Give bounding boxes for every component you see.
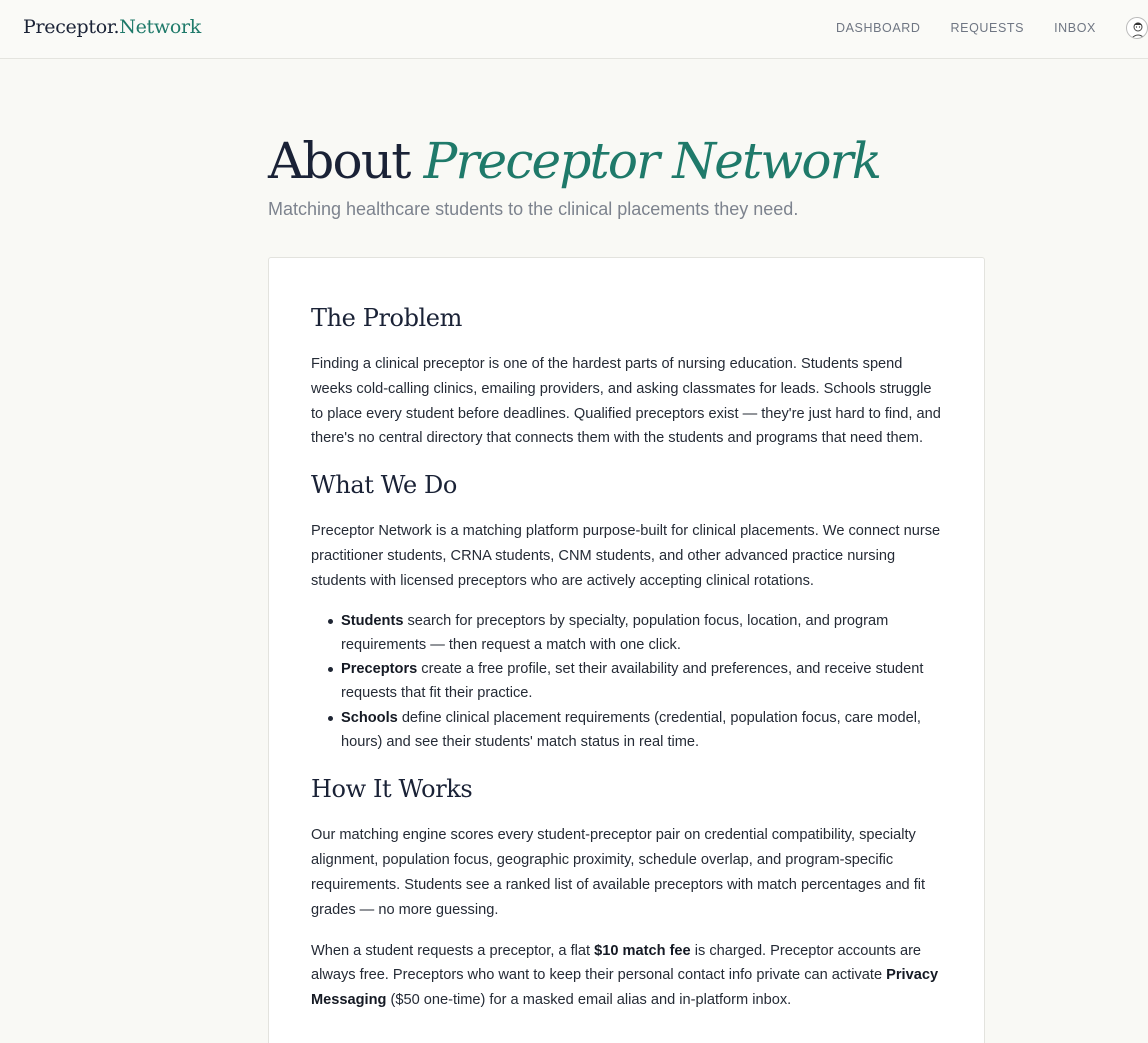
audience-list bbox=[341, 609, 943, 755]
problem-paragraph: Finding a clinical preceptor is one of the hardest parts of nursing education. Students spend weeks cold-calling clinics, emailing providers, and asking classmates for leads. Schools struggle to place every student before deadlines. Qualified preceptors exist — they're just hard to find, and there's no central directory that connects them with the students and programs that need them. bbox=[311, 356, 941, 447]
students-label: Students bbox=[341, 612, 404, 629]
match-fee-label: $10 match fee bbox=[594, 942, 691, 959]
main-nav bbox=[836, 21, 1096, 35]
pricing-text-2: is charged. Preceptor accounts are always free. Preceptors who want to keep their personal contact info private can activate bbox=[311, 942, 922, 984]
logo-text-accent: Network bbox=[119, 16, 201, 38]
students-text: search for preceptors by specialty, population focus, location, and program requirements — then request a match with one click. bbox=[341, 612, 889, 653]
schools-text: define clinical placement requirements (credential, population focus, care model, hours) and see their students' match status in real time. bbox=[341, 709, 921, 751]
nav-inbox-link[interactable]: INBOX bbox=[1054, 21, 1096, 35]
about-content-card bbox=[268, 257, 985, 1043]
schools-label: Schools bbox=[341, 709, 398, 726]
list-item-preceptors bbox=[341, 657, 943, 706]
nav-requests-link[interactable]: REQUESTS bbox=[950, 21, 1025, 35]
list-item-students bbox=[341, 609, 943, 658]
page-title-accent: Preceptor Network bbox=[423, 132, 881, 190]
how-it-works-heading: How It Works bbox=[311, 775, 473, 804]
what-we-do-paragraph: Preceptor Network is a matching platform purpose-built for clinical placements. We connect nurse practitioner students, CRNA students, CNM students, and other advanced practice nursing students with licensed preceptors who are actively accepting clinical rotations. bbox=[311, 523, 941, 589]
pricing-text-1: When a student requests a preceptor, a flat bbox=[311, 942, 595, 959]
nav-dashboard-link[interactable]: DASHBOARD bbox=[835, 21, 921, 35]
preceptors-label: Preceptors bbox=[341, 661, 418, 678]
logo-text-main: Preceptor. bbox=[23, 16, 120, 38]
site-logo[interactable] bbox=[23, 16, 201, 38]
privacy-messaging-label: Privacy Messaging bbox=[311, 967, 939, 1009]
list-item-schools bbox=[341, 706, 943, 755]
page-title-plain: About bbox=[268, 132, 424, 190]
page-title bbox=[268, 126, 880, 196]
pricing-paragraph bbox=[311, 939, 943, 1013]
pricing-text-3: ($50 one-time) for a masked email alias and in-platform inbox. bbox=[386, 992, 792, 1009]
how-it-works-paragraph: Our matching engine scores every student-preceptor pair on credential compatibility, specialty alignment, population focus, geographic proximity, schedule overlap, and program-specific requirements. Students see a ranked list of available preceptors with match percentages and fit grades — no more guessing. bbox=[311, 827, 926, 918]
page-subtitle: Matching healthcare students to the clinical placements they need. bbox=[268, 199, 799, 219]
problem-heading: The Problem bbox=[311, 304, 462, 332]
preceptors-text: create a free profile, set their availability and preferences, and receive student requests that fit their practice. bbox=[341, 661, 924, 702]
what-we-do-heading: What We Do bbox=[311, 471, 457, 500]
top-navigation-bar bbox=[0, 0, 1148, 59]
user-avatar-icon[interactable] bbox=[1126, 17, 1148, 39]
